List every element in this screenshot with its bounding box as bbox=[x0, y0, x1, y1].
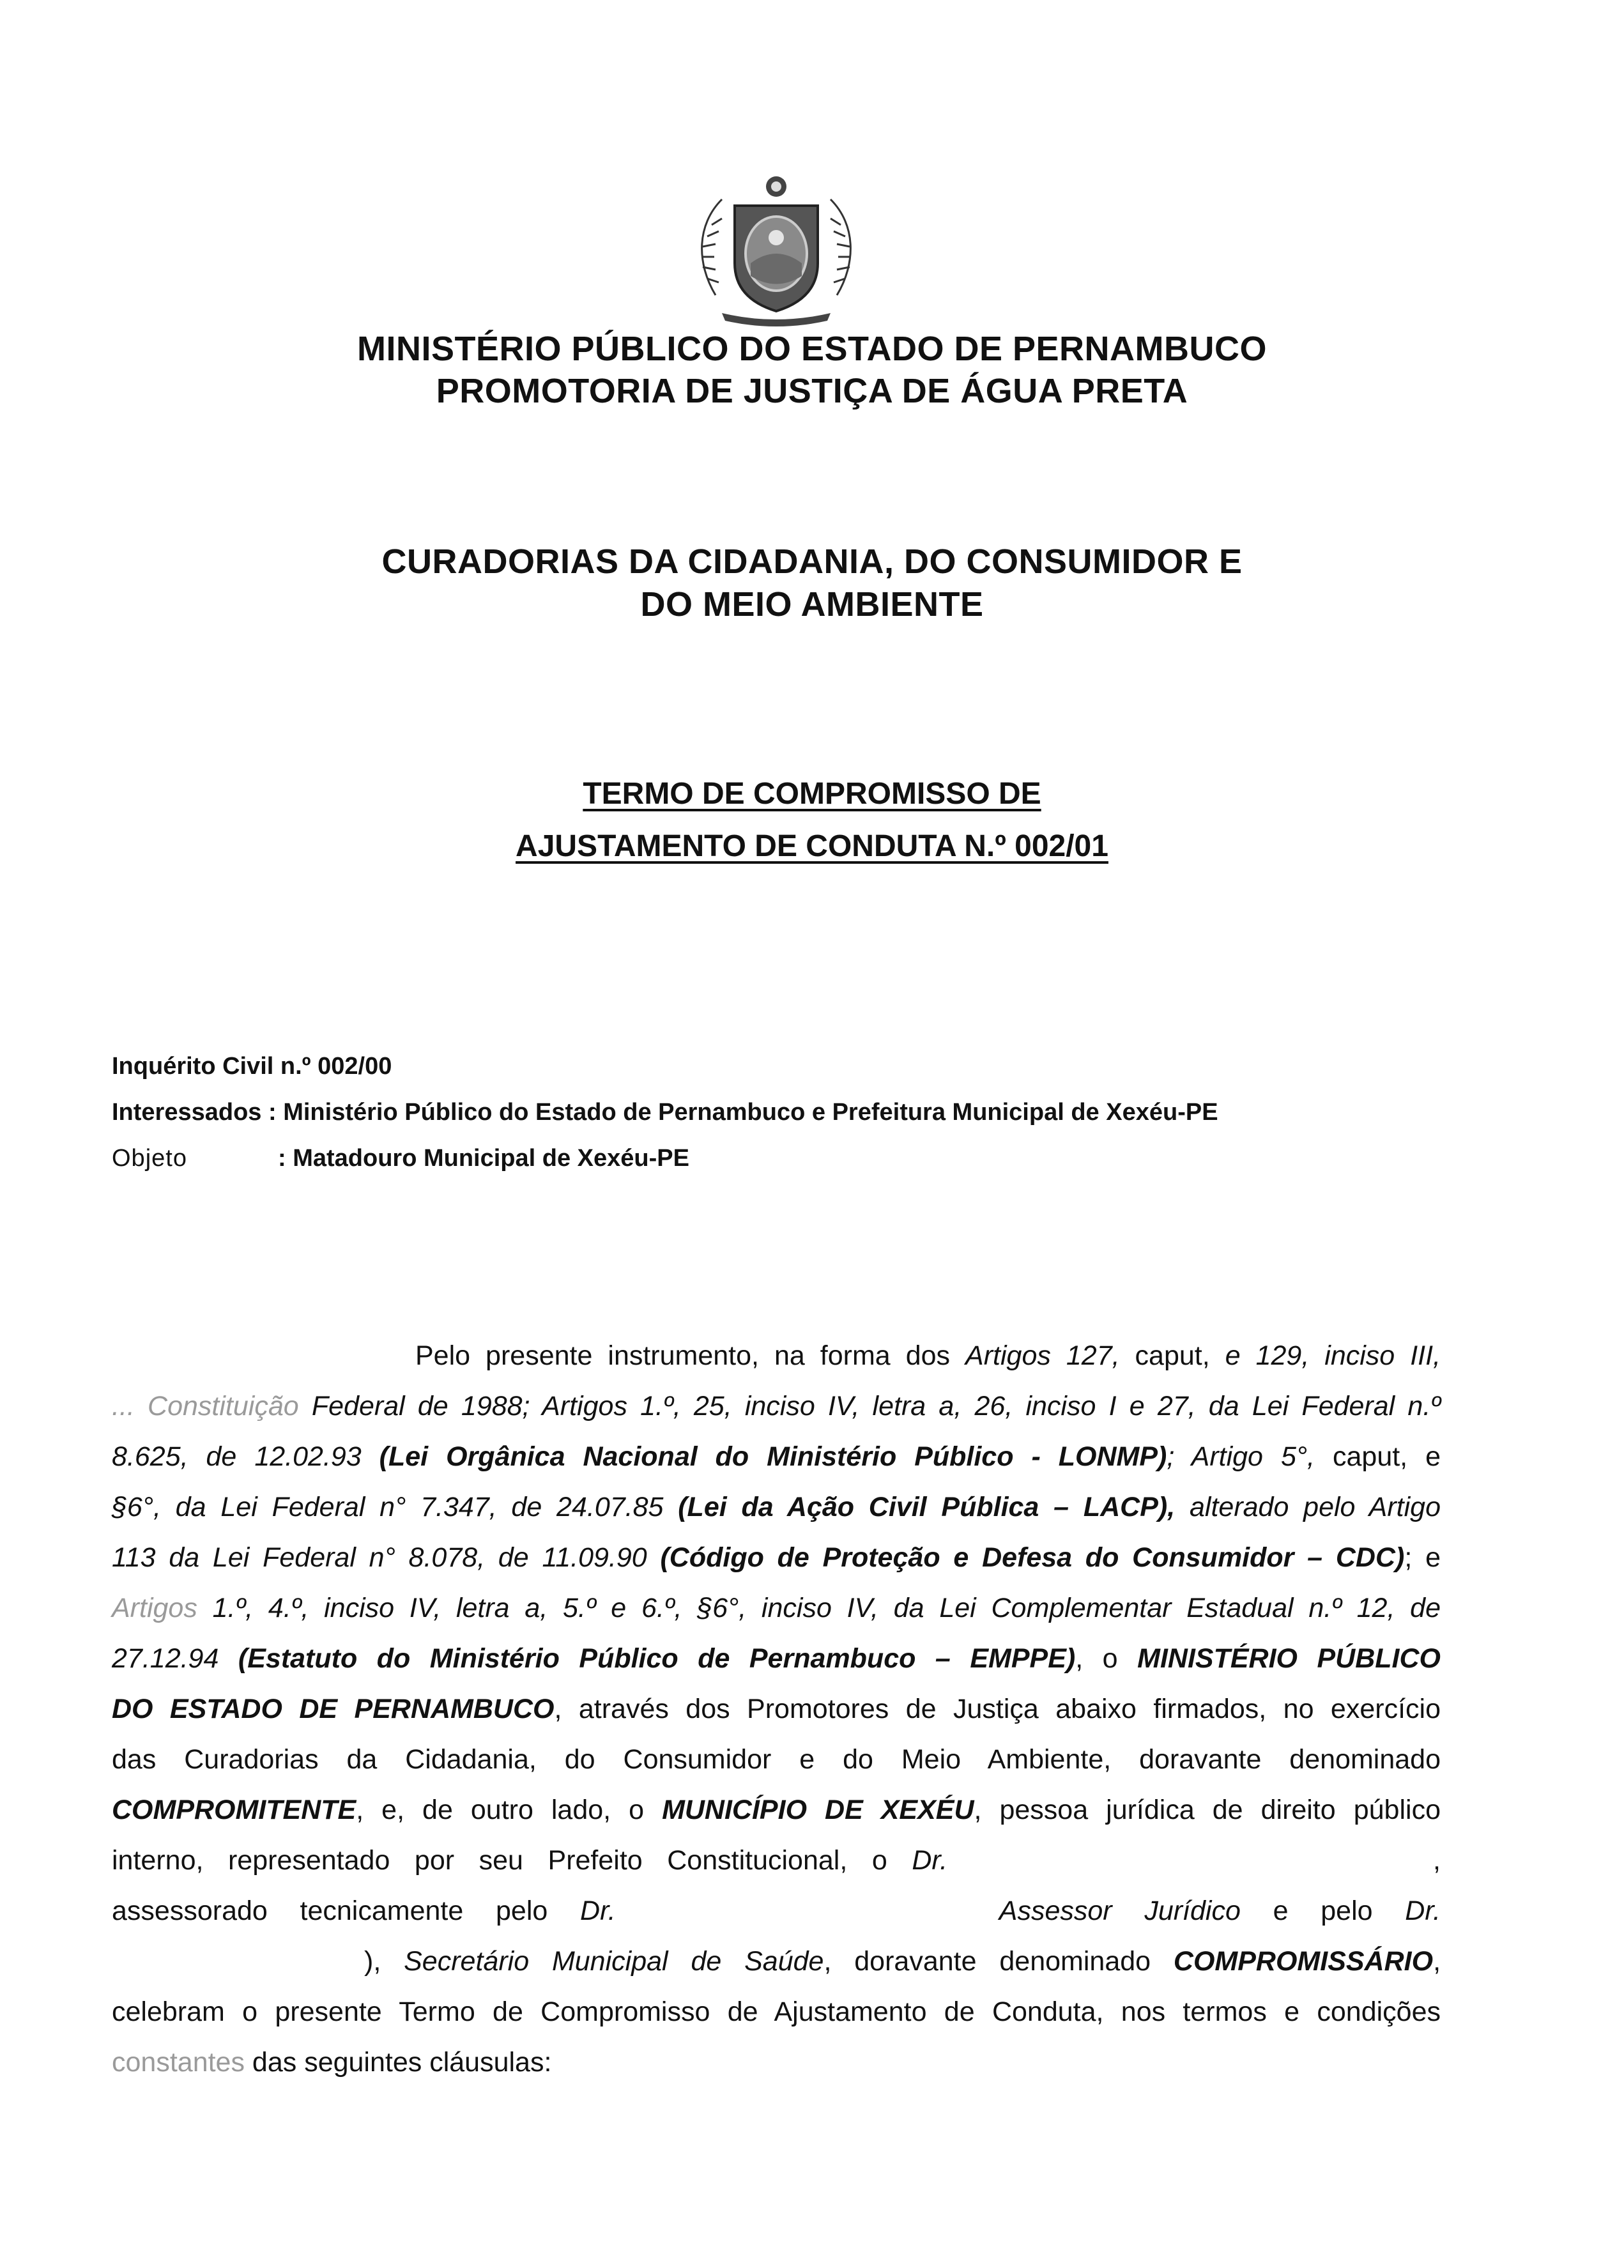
body-line: §6°, da Lei Federal n° 7.347, de 24.07.85 (Lei da Ação Civil Pública – LACP), alterado pelo Artigo bbox=[112, 1492, 1441, 1522]
pernambuco-coat-of-arms-seal bbox=[690, 167, 862, 327]
body-line: 8.625, de 12.02.93 (Lei Orgânica Nacional do Ministério Público - LONMP); Artigo 5°, caput, e bbox=[112, 1441, 1441, 1472]
body-line: das Curadorias da Cidadania, do Consumidor e do Meio Ambiente, doravante denominado bbox=[112, 1744, 1441, 1775]
institution-name: MINISTÉRIO PÚBLICO DO ESTADO DE PERNAMBUCO bbox=[356, 330, 1268, 368]
interessados-label: Interessados : bbox=[112, 1099, 277, 1126]
body-line: Pelo presente instrumento, na forma dos Artigos 127, caput, e 129, inciso III, bbox=[415, 1340, 1441, 1371]
curadorias-heading-line2: DO MEIO AMBIENTE bbox=[640, 585, 984, 624]
body-line: Artigos 1.º, 4.º, inciso IV, letra a, 5.º e 6.º, §6°, inciso IV, da Lei Complementar Estadual n.º 12, de bbox=[112, 1593, 1441, 1623]
body-line: 113 da Lei Federal n° 8.078, de 11.09.90 (Código de Proteção e Defesa do Consumidor – CDC); e bbox=[112, 1542, 1441, 1573]
document-title-line2: AJUSTAMENTO DE CONDUTA N.º 002/01 bbox=[516, 829, 1108, 863]
body-line: ), Secretário Municipal de Saúde, doravante denominado COMPROMISSÁRIO, bbox=[364, 1946, 1441, 1977]
objeto-label: Objeto bbox=[112, 1145, 187, 1172]
body-line: celebram o presente Termo de Compromisso de Ajustamento de Conduta, nos termos e condições bbox=[112, 1996, 1441, 2027]
body-line: assessorado tecnicamente pelo Dr. Assessor Jurídico e pelo Dr. bbox=[112, 1896, 1441, 1926]
body-line: constantes das seguintes cláusulas: bbox=[112, 2047, 552, 2078]
document-title-line1: TERMO DE COMPROMISSO DE bbox=[583, 777, 1041, 811]
objeto-field bbox=[112, 1145, 689, 1172]
inquerito-label: Inquérito Civil n.º bbox=[112, 1053, 311, 1080]
promotoria-name: PROMOTORIA DE JUSTIÇA DE ÁGUA PRETA bbox=[436, 372, 1188, 410]
inquerito-value: 002/00 bbox=[318, 1053, 392, 1080]
inquerito-civil-field bbox=[112, 1053, 392, 1080]
body-line: ... Constituição Federal de 1988; Artigos 1.º, 25, inciso IV, letra a, 26, inciso I e 27, da Lei Federal n.º bbox=[112, 1391, 1441, 1421]
curadorias-heading-line1: CURADORIAS DA CIDADANIA, DO CONSUMIDOR E bbox=[381, 542, 1243, 581]
interessados-value: Ministério Público do Estado de Pernambuco e Prefeitura Municipal de Xexéu-PE bbox=[283, 1099, 1218, 1126]
interessados-field bbox=[112, 1099, 1218, 1126]
body-line: 27.12.94 (Estatuto do Ministério Público de Pernambuco – EMPPE), o MINISTÉRIO PÚBLICO bbox=[112, 1643, 1441, 1674]
objeto-value: : Matadouro Municipal de Xexéu-PE bbox=[278, 1145, 689, 1172]
body-line: interno, representado por seu Prefeito Constitucional, o Dr. , bbox=[112, 1845, 1441, 1876]
body-line: DO ESTADO DE PERNAMBUCO, através dos Promotores de Justiça abaixo firmados, no exercício bbox=[112, 1694, 1441, 1724]
body-line: COMPROMITENTE, e, de outro lado, o MUNICÍPIO DE XEXÉU, pessoa jurídica de direito público bbox=[112, 1795, 1441, 1825]
